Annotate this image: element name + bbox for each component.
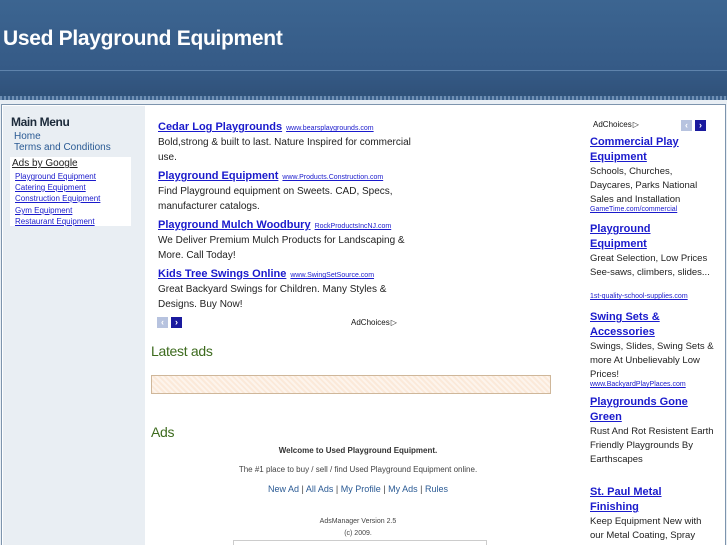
ad-next-button[interactable]: › [171,317,182,328]
sidebar-ad-construction-equipment[interactable]: Construction Equipment [15,194,101,203]
main-ad-title[interactable]: Kids Tree Swings Online www.SwingSetSource.com [158,268,375,280]
main-ad-title[interactable]: Playground Mulch Woodbury RockProductsIncNJ.com [158,219,392,231]
adchoices-icon: ▷ [390,318,397,327]
right-ad-description: Rust And Rot Resistent Earth Friendly Playgrounds By Earthscapes [590,426,714,465]
bottom-box [233,540,487,545]
latest-ads-box [151,375,551,394]
sidebar-ad-playground-equipment[interactable]: Playground Equipment [15,172,96,181]
tagline-text: The #1 place to buy / sell / find Used Playground Equipment online. [238,465,478,474]
welcome-text: Welcome to Used Playground Equipment. [278,446,438,455]
adchoices-icon: ▷ [632,120,639,129]
version-text: AdsManager Version 2.5 [319,518,397,525]
right-ad-title[interactable]: Playground Equipment [590,223,651,250]
header-divider [0,70,727,71]
sidebar-ad-restaurant-equipment[interactable]: Restaurant Equipment [15,217,95,226]
new-ad-link[interactable]: New Ad [267,484,299,494]
ads-by-google-link[interactable]: Ads by Google [12,158,78,169]
right-ad-description: Schools, Churches, Daycares, Parks National Sales and Installation [590,166,698,205]
right-ad-description: Keep Equipment New with our Metal Coating, Spray [590,516,702,541]
main-ad-description: Bold,strong & built to last. Nature Inspired for commercial use. [158,137,411,163]
menu-item-home[interactable]: Home [14,131,41,142]
all-ads-link[interactable]: All Ads [305,484,334,494]
user-links: New Ad | All Ads | My Profile | My Ads | Rules [267,484,449,494]
site-title[interactable]: Used Playground Equipment [3,27,283,50]
copyright-text: (c) 2009. [344,530,372,537]
my-profile-link[interactable]: My Profile [340,484,381,494]
right-ad-url[interactable]: 1st-quality-school-supplies.com [590,293,688,300]
main-menu-title: Main Menu [11,115,70,129]
main-ad-description: Great Backyard Swings for Children. Many Styles & Designs. Buy Now! [158,284,387,310]
main-ad-url: RockProductsIncNJ.com [314,223,392,230]
menu-item-terms[interactable]: Terms and Conditions [14,142,111,153]
main-ad-title[interactable]: Playground Equipment www.Products.Construction.com [158,170,384,182]
adchoices-link[interactable]: AdChoices▷ [593,120,639,129]
latest-ads-heading: Latest ads [151,343,213,359]
main-ad-description: We Deliver Premium Mulch Products for Landscaping & More. Call Today! [158,235,405,261]
ad-prev-button[interactable]: ‹ [681,120,692,131]
right-ad-title[interactable]: Commercial Play Equipment [590,136,679,163]
right-ad-description: Swings, Slides, Swing Sets & more At Unbelievably Low Prices! [590,341,714,380]
adchoices-link[interactable]: AdChoices▷ [351,318,397,327]
main-ad-url: www.Products.Construction.com [282,174,384,181]
rules-link[interactable]: Rules [425,484,449,494]
sidebar-ad-catering-equipment[interactable]: Catering Equipment [15,183,86,192]
ad-prev-button[interactable]: ‹ [157,317,168,328]
main-ad-url: www.bearsplaygrounds.com [286,125,374,132]
main-ad-url: www.SwingSetSource.com [290,272,375,279]
right-ad-title[interactable]: Playgrounds Gone Green [590,396,688,423]
sidebar-ad-gym-equipment[interactable]: Gym Equipment [15,206,73,215]
main-ad-description: Find Playground equipment on Sweets. CAD, Specs, manufacturer catalogs. [158,186,393,212]
main-ad-title[interactable]: Cedar Log Playgrounds www.bearsplaygrounds.com [158,121,374,133]
ad-next-button[interactable]: › [695,120,706,131]
right-ad-url[interactable]: GameTime.com/commercial [590,206,678,213]
right-ad-title[interactable]: St. Paul Metal Finishing [590,486,662,513]
my-ads-link[interactable]: My Ads [388,484,418,494]
ads-heading: Ads [151,424,175,440]
right-ad-description: Great Selection, Low Prices See-saws, climbers, slides... [590,253,710,278]
right-ad-title[interactable]: Swing Sets & Accessories [590,311,660,338]
right-ad-url[interactable]: www.BackyardPlayPlaces.com [590,381,686,388]
